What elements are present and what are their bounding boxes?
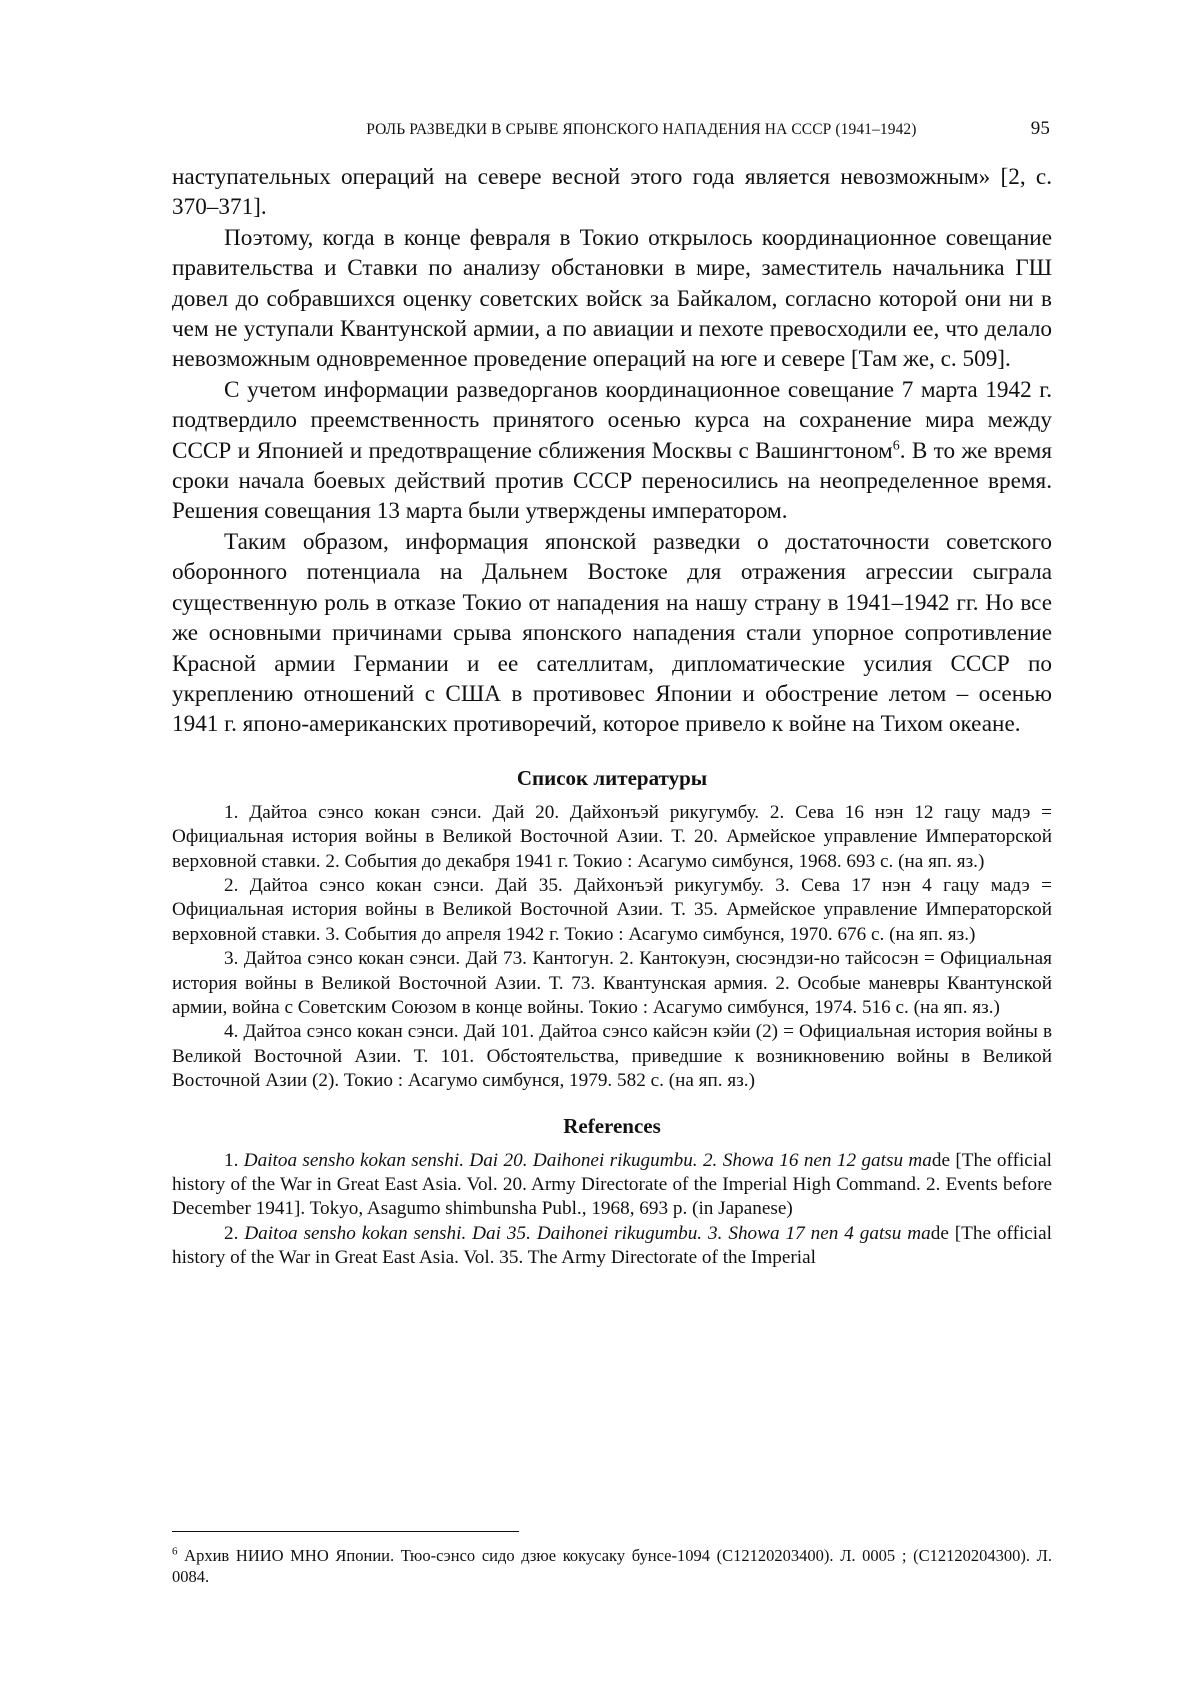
paragraph-3 [172, 375, 1052, 527]
reference-num: 2. [224, 1222, 239, 1244]
paragraph-3-part-a: С учетом информации разведорганов координационное совещание 7 марта 1942 г. подтвердило преемственность принятого осенью курса на сохранение мира между СССР и Японией и предотвращение сближения Москвы с Вашингтоном [172, 376, 1052, 464]
reference-details: de [The official history of the War in Great East Asia. Vol. 20. Army Directorate of the Imperial High Command. 2. Events before December 1941]. Tokyo, Asagumo shimbunsha Publ., 1968, 693 p. (in Japanese) [172, 1149, 1052, 1220]
page-number: 95 [1030, 118, 1050, 139]
paragraph-1: наступательных операций на севере весной этого года является невозможным» [2, с. 370–371]. [172, 164, 1052, 221]
reference-title: Daitoa sensho kokan senshi. Dai 35. Daihonei rikugumbu. 3. Showa 17 nen 4 gatsu ma [244, 1222, 931, 1244]
running-title: РОЛЬ РАЗВЕДКИ В СРЫВЕ ЯПОНСКОГО НАПАДЕНИЯ НА СССР (1941–1942) [366, 121, 917, 138]
literature-heading: Список литературы [516, 765, 708, 790]
literature-item: 3. Дайтоа сэнсо кокан сэнси. Дай 73. Кантогун. 2. Кантокуэн, сюсэндзи-но тайсосэн = Официальная история войны в Великой Восточной Азии. Т. 73. Квантунская армия. 2. Особые маневры Квантунской армии, война с Советским Союзом в конце войны. Токио : Асагумо симбунся, 1974. 516 с. (на яп. яз.) [172, 948, 1052, 1018]
reference-details: de [The official history of the War in Great East Asia. Vol. 35. The Army Directorate of the Imperial [172, 1222, 1052, 1269]
references-list [172, 1149, 1052, 1271]
footnote-6 [172, 1545, 1052, 1587]
reference-title: Daitoa sensho kokan senshi. Dai 20. Daihonei rikugumbu. 2. Showa 16 nen 12 gatsu ma [243, 1149, 932, 1171]
running-head [172, 118, 1052, 140]
body-text [172, 162, 1052, 740]
literature-item: 2. Дайтоа сэнсо кокан сэнси. Дай 35. Дайхонъэй рикугумбу. 3. Сева 17 нэн 4 гацу мадэ = Официальная история войны в Великой Восточной Азии. Т. 35. Армейское управление Императорской верховной ставки. 3. События до апреля 1942 г. Токио : Асагумо симбунся, 1970. 676 с. (на яп. яз.) [172, 874, 1052, 945]
footnote-text: Архив НИИО МНО Японии. Тюо-сэнсо сидо дзюе кокусаку бунсе-1094 (C12120203400). Л. 0005 ; (C12120204300). Л. 0084. [172, 1546, 1052, 1586]
reference-item [172, 1222, 1052, 1271]
literature-item: 1. Дайтоа сэнсо кокан сэнси. Дай 20. Дайхонъэй рикугумбу. 2. Сева 16 нэн 12 гацу мадэ = Официальная история войны в Великой Восточной Азии. Т. 20. Армейское управление Императорской верховной ставки. 2. События до декабря 1941 г. Токио : Асагумо симбунся, 1968. 693 с. (на яп. яз.) [172, 801, 1052, 872]
footnote-rule [172, 1531, 519, 1532]
footnote-ref-6[interactable]: 6 [892, 437, 900, 453]
literature-list [172, 801, 1052, 1094]
literature-item: 4. Дайтоа сэнсо кокан сэнси. Дай 101. Дайтоа сэнсо кайсэн кэйи (2) = Официальная история войны в Великой Восточной Азии. Т. 101. Обстоятельства, приведшие к возникновению войны в Великой Восточной Азии (2). Токио : Асагумо симбунся, 1979. 582 с. (на яп. яз.) [172, 1021, 1052, 1092]
references-heading: References [563, 1113, 661, 1138]
paragraph-2: Поэтому, когда в конце февраля в Токио открылось координационное совещание правительства и Ставки по анализу обстановки в мире, заместитель начальника ГШ довел до собравшихся оценку советских войск за Байкалом, согласно которой они ни в чем не уступали Квантунской армии, а по авиации и пехоте превосходили ее, что делало невозможным одновременное проведение операций на юге и севере [Там же, с. 509]. [172, 224, 1052, 373]
reference-item [172, 1149, 1052, 1222]
paragraph-3-part-b: . В то же время сроки начала боевых действий против СССР переносились на неопределенное время. Решения совещания 13 марта были утверждены императором. [172, 437, 1052, 525]
page [172, 118, 1052, 1271]
footnote-marker: 6 [172, 1545, 178, 1558]
paragraph-4: Таким образом, информация японской разведки о достаточности советского оборонного потенциала на Дальнем Востоке для отражения агрессии сыграла существенную роль в отказе Токио от нападения на нашу страну в 1941–1942 гг. Но все же основными причинами срыва японского нападения стали упорное сопротивление Красной армии Германии и ее сателлитам, дипломатические усилия СССР по укреплению отношений с США в противовес Японии и обострение летом – осенью 1941 г. японо-американских противоречий, которое привело к войне на Тихом океане. [172, 528, 1052, 738]
reference-num: 1. [224, 1149, 239, 1171]
